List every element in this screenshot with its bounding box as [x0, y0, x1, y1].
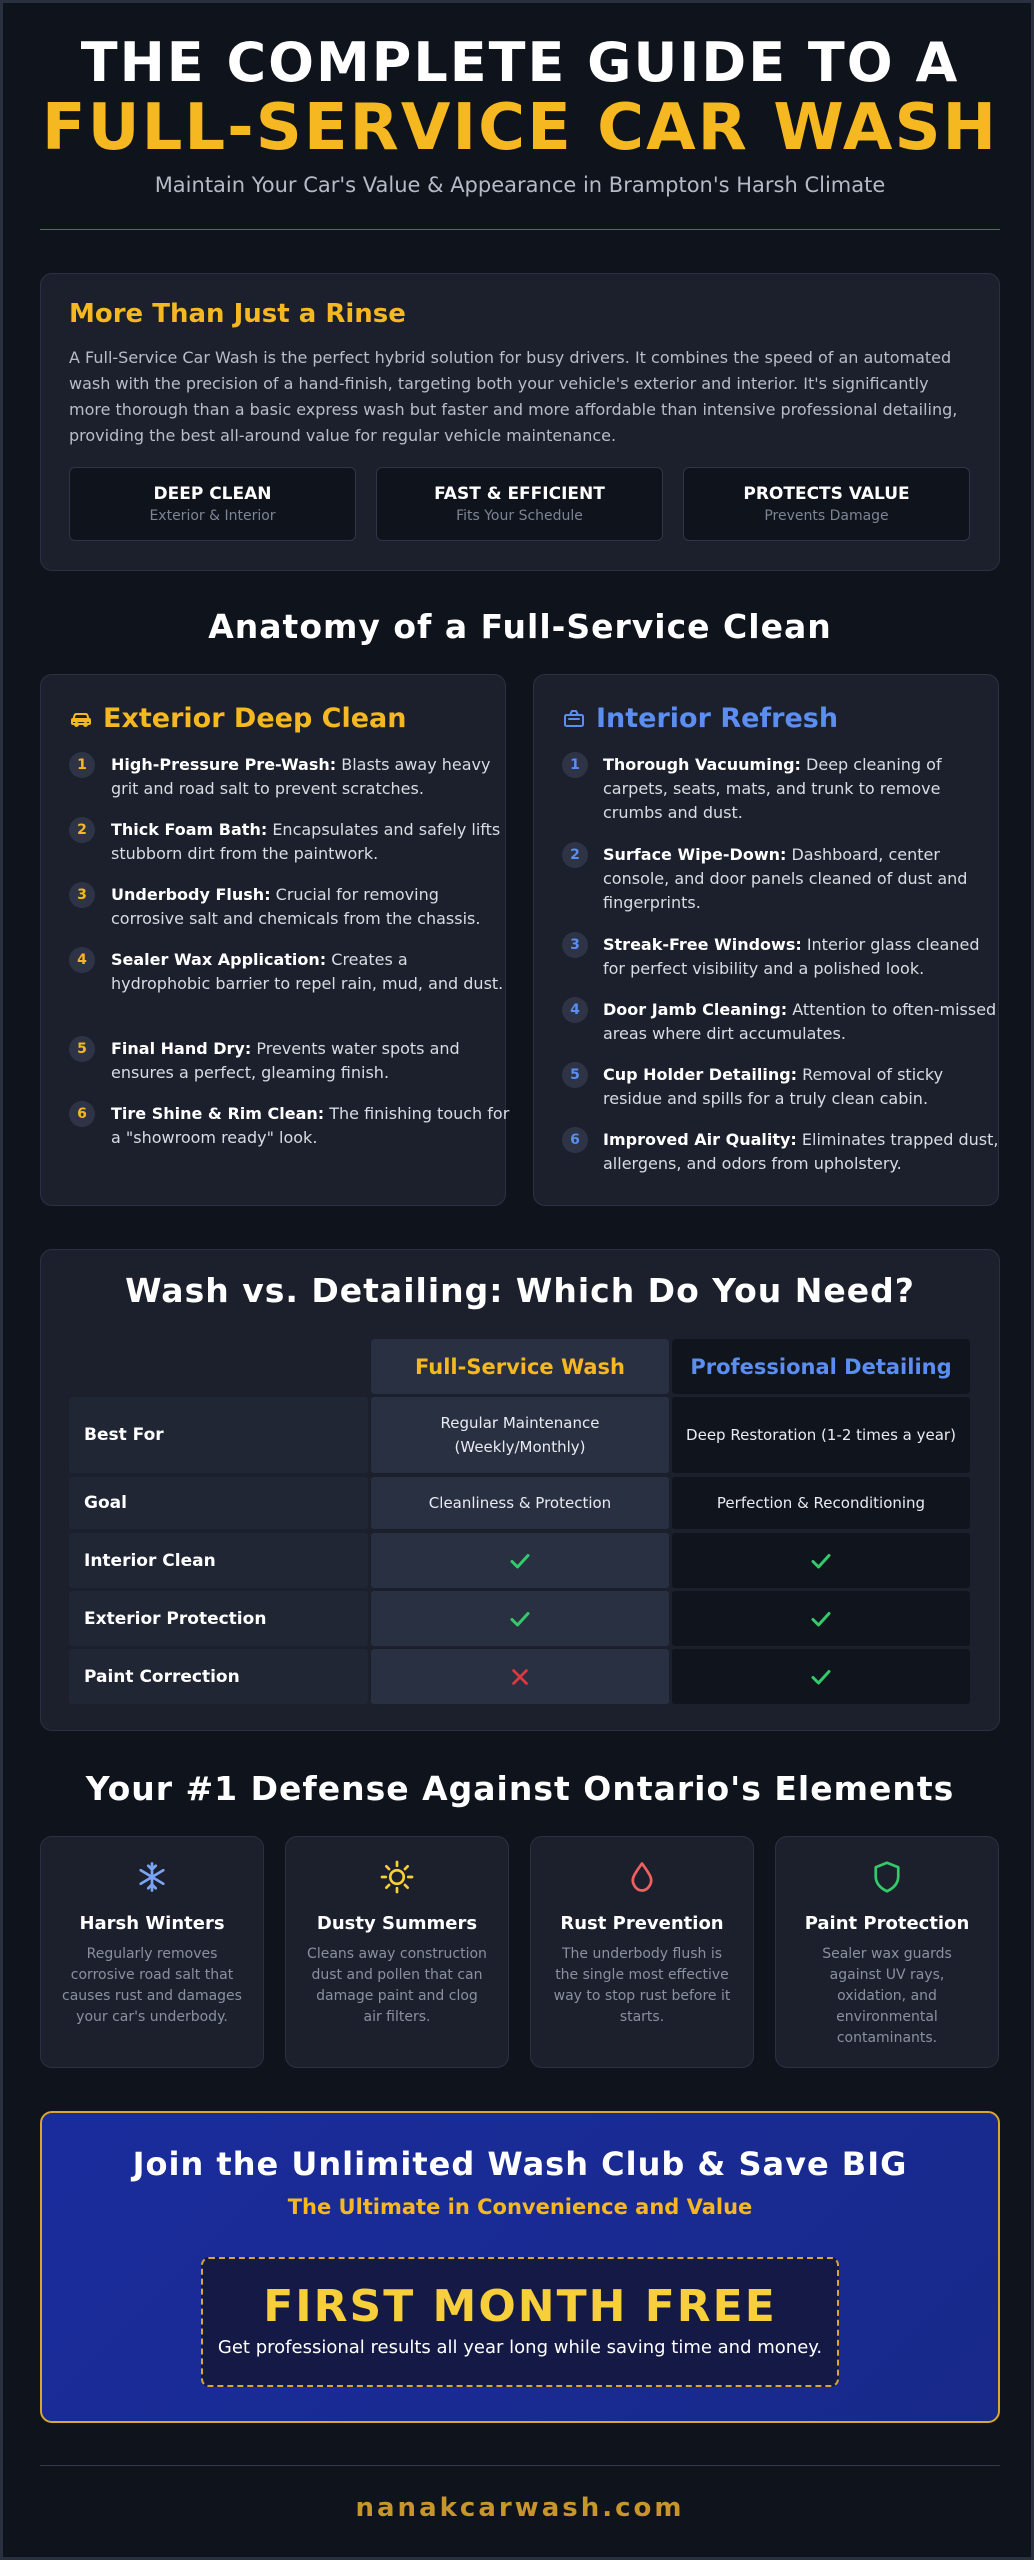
step-title: Surface Wipe-Down: [603, 845, 787, 864]
table-cell: Cleanliness & Protection [371, 1477, 669, 1529]
row-label: Paint Correction [69, 1649, 368, 1704]
step-title: Streak-Free Windows: [603, 935, 802, 954]
pill-title: PROTECTS VALUE [743, 484, 910, 504]
offer-text: Get professional results all year long while saving time and money. [217, 2337, 823, 2358]
check-icon [672, 1591, 970, 1646]
snowflake-icon [40, 1859, 264, 1899]
step-item [603, 998, 1003, 1046]
step-title: Sealer Wax Application: [111, 950, 327, 969]
step-item [111, 1102, 511, 1150]
comparison-heading: Wash vs. Detailing: Which Do You Need? [125, 1271, 915, 1310]
defense-title: Rust Prevention [560, 1913, 724, 1934]
step-item [603, 1128, 1003, 1176]
row-label: Goal [69, 1477, 368, 1529]
step-text: The finishing touch for a "showroom ready" look. [111, 1104, 510, 1147]
offer-title: FIRST MONTH FREE [263, 2281, 777, 2332]
step-number: 5 [562, 1062, 588, 1088]
step-text: Blasts away heavy grit and road salt to prevent scratches. [111, 755, 491, 798]
defense-text: Regularly removes corrosive road salt that causes rust and damages your car's underbody. [62, 1946, 242, 2025]
step-text: Encapsulates and safely lifts stubborn dirt from the paintwork. [111, 820, 501, 863]
step-item [111, 753, 511, 801]
step-item [111, 948, 511, 996]
footer-divider [40, 2465, 1000, 2466]
step-item [603, 753, 1003, 825]
step-title: Cup Holder Detailing: [603, 1065, 798, 1084]
footer-domain-link[interactable]: nanakcarwash.com [355, 2493, 685, 2523]
step-title: Thick Foam Bath: [111, 820, 268, 839]
defense-heading: Your #1 Defense Against Ontario's Elements [85, 1769, 955, 1808]
interior-heading: Interior Refresh [596, 703, 839, 734]
feature-pill-protects [683, 467, 970, 541]
table-cell: Perfection & Reconditioning [672, 1477, 970, 1529]
check-icon [672, 1649, 970, 1704]
page-subtitle: Maintain Your Car's Value & Appearance in Brampton's Harsh Climate [154, 173, 886, 197]
pill-subtitle: Fits Your Schedule [456, 508, 583, 524]
step-text: Deep cleaning of carpets, seats, mats, and trunk to remove crumbs and dust. [603, 755, 942, 822]
seat-icon [562, 706, 586, 730]
step-text: Interior glass cleaned for perfect visibility and a polished look. [603, 935, 980, 978]
step-title: Tire Shine & Rim Clean: [111, 1104, 325, 1123]
defense-title: Harsh Winters [79, 1913, 225, 1934]
cta-heading: Join the Unlimited Wash Club & Save BIG [132, 2145, 908, 2183]
step-text: Crucial for removing corrosive salt and chemicals from the chassis. [111, 885, 481, 928]
step-title: Improved Air Quality: [603, 1130, 797, 1149]
step-text: Attention to often-missed areas where dirt accumulates. [603, 1000, 997, 1043]
step-number: 3 [69, 882, 95, 908]
pill-subtitle: Prevents Damage [764, 508, 889, 524]
step-text: Removal of sticky residue and spills for a truly clean cabin. [603, 1065, 944, 1108]
pill-subtitle: Exterior & Interior [149, 508, 276, 524]
car-icon [69, 706, 93, 730]
step-number: 6 [562, 1127, 588, 1153]
step-text: Dashboard, center console, and door panels cleaned of dust and fingerprints. [603, 845, 968, 912]
step-number: 1 [69, 752, 95, 778]
step-number: 5 [69, 1036, 95, 1062]
step-text: Creates a hydrophobic barrier to repel rain, mud, and dust. [111, 950, 504, 993]
step-text: Eliminates trapped dust, allergens, and odors from upholstery. [603, 1130, 999, 1173]
shield-icon [775, 1859, 999, 1899]
page-title-line1: THE COMPLETE GUIDE TO A [80, 31, 960, 94]
col-header-detailing: Professional Detailing [672, 1339, 970, 1394]
step-number: 3 [562, 932, 588, 958]
step-number: 2 [562, 842, 588, 868]
row-label: Exterior Protection [69, 1591, 368, 1646]
step-number: 6 [69, 1101, 95, 1127]
step-text: Prevents water spots and ensures a perfect, gleaming finish. [111, 1039, 460, 1082]
step-title: Underbody Flush: [111, 885, 271, 904]
step-item [111, 883, 511, 931]
cross-icon [371, 1649, 669, 1704]
pill-title: DEEP CLEAN [153, 484, 272, 504]
pill-title: FAST & EFFICIENT [434, 484, 605, 504]
step-title: Door Jamb Cleaning: [603, 1000, 788, 1019]
step-number: 4 [69, 947, 95, 973]
defense-title: Paint Protection [804, 1913, 970, 1934]
step-title: Final Hand Dry: [111, 1039, 252, 1058]
col-header-full-service: Full-Service Wash [371, 1339, 669, 1394]
table-cell: Regular Maintenance (Weekly/Monthly) [371, 1397, 669, 1473]
header-divider [40, 229, 1000, 230]
table-cell: Deep Restoration (1-2 times a year) [672, 1397, 970, 1473]
droplet-icon [530, 1859, 754, 1899]
intro-body: A Full-Service Car Wash is the perfect hybrid solution for busy drivers. It combines the speed of an automated wash with the precision of a hand-finish, targeting both your vehicle's exterior and interior. It's significantly more thorough than a basic express wash but faster and more affordable than intensive professional detailing, providing the best all-around value for regular vehicle maintenance. [69, 348, 958, 445]
step-number: 1 [562, 752, 588, 778]
row-label: Interior Clean [69, 1533, 368, 1588]
check-icon [371, 1533, 669, 1588]
defense-text: Cleans away construction dust and pollen that can damage paint and clog air filters. [307, 1946, 487, 2025]
exterior-heading: Exterior Deep Clean [103, 703, 407, 734]
row-label: Best For [69, 1397, 368, 1473]
step-item [603, 1063, 1003, 1111]
step-number: 2 [69, 817, 95, 843]
intro-heading: More Than Just a Rinse [69, 299, 406, 329]
anatomy-heading: Anatomy of a Full-Service Clean [208, 607, 832, 646]
defense-title: Dusty Summers [316, 1913, 478, 1934]
step-item [111, 818, 511, 866]
defense-text: Sealer wax guards against UV rays, oxidation, and environmental contaminants. [822, 1946, 952, 2046]
step-item [111, 1037, 511, 1085]
cta-subheading: The Ultimate in Convenience and Value [287, 2195, 753, 2219]
feature-pill-deep-clean [69, 467, 356, 541]
step-number: 4 [562, 997, 588, 1023]
step-title: Thorough Vacuuming: [603, 755, 801, 774]
check-icon [371, 1591, 669, 1646]
defense-text: The underbody flush is the single most effective way to stop rust before it starts. [553, 1946, 731, 2025]
step-title: High-Pressure Pre-Wash: [111, 755, 337, 774]
page-title-line2: FULL-SERVICE CAR WASH [41, 91, 999, 165]
step-item [603, 933, 1003, 981]
check-icon [672, 1533, 970, 1588]
feature-pill-fast [376, 467, 663, 541]
step-item [603, 843, 1003, 915]
sun-icon [285, 1859, 509, 1899]
